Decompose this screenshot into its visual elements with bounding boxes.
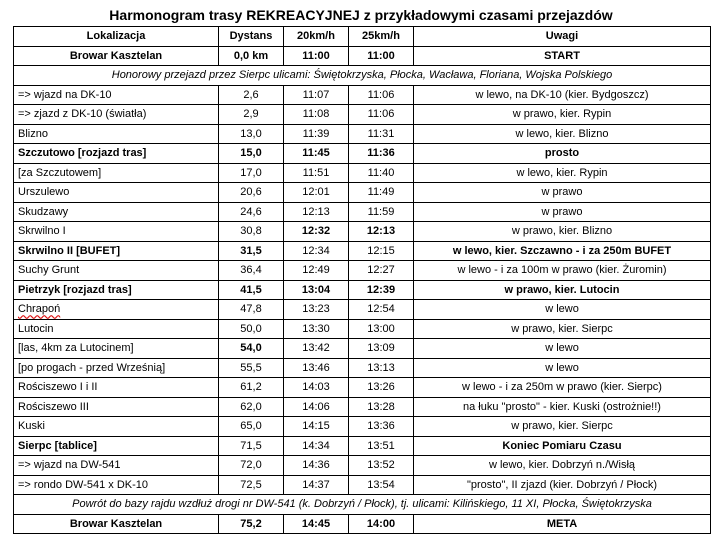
row-time-20: 13:30 (284, 319, 349, 339)
row-note: w prawo, kier. Lutocin (414, 280, 711, 300)
row-location: Skrwilno II [BUFET] (14, 241, 219, 261)
row-note: "prosto", II zjazd (kier. Dobrzyń / Płock) (414, 475, 711, 495)
row-distance: 2,9 (219, 105, 284, 125)
row-time-25: 12:13 (349, 222, 414, 242)
row-location: Suchy Grunt (14, 261, 219, 281)
row-distance: 2,6 (219, 85, 284, 105)
row-distance: 36,4 (219, 261, 284, 281)
finish-time-20: 14:45 (284, 514, 349, 534)
row-note: w lewo - i za 250m w prawo (kier. Sierpc) (414, 378, 711, 398)
finish-note: META (414, 514, 711, 534)
table-row (14, 436, 711, 456)
table-row (14, 475, 711, 495)
row-note: w prawo, kier. Rypin (414, 105, 711, 125)
row-location: Blizno (14, 124, 219, 144)
row-time-25: 11:36 (349, 144, 414, 164)
header-uwagi: Uwagi (414, 27, 711, 47)
row-note: w lewo (414, 339, 711, 359)
row-location: Sierpc [tablice] (14, 436, 219, 456)
row-time-20: 11:08 (284, 105, 349, 125)
row-note: w lewo - i za 100m w prawo (kier. Żuromin) (414, 261, 711, 281)
start-time-25: 11:00 (349, 46, 414, 66)
row-location: Szczutowo [rozjazd tras] (14, 144, 219, 164)
start-distance: 0,0 km (219, 46, 284, 66)
row-time-25: 13:52 (349, 456, 414, 476)
row-distance: 24,6 (219, 202, 284, 222)
row-time-25: 11:40 (349, 163, 414, 183)
finish-distance: 75,2 (219, 514, 284, 534)
row-distance: 30,8 (219, 222, 284, 242)
row-distance: 31,5 (219, 241, 284, 261)
row-time-25: 13:09 (349, 339, 414, 359)
header-lokalizacja: Lokalizacja (14, 27, 219, 47)
table-row (14, 163, 711, 183)
row-note: w lewo, kier. Szczawno - i za 250m BUFET (414, 241, 711, 261)
row-time-20: 11:51 (284, 163, 349, 183)
row-time-25: 11:59 (349, 202, 414, 222)
start-time-20: 11:00 (284, 46, 349, 66)
row-distance: 62,0 (219, 397, 284, 417)
row-location: [po progach - przed Wrześnią] (14, 358, 219, 378)
row-time-25: 12:39 (349, 280, 414, 300)
row-time-25: 13:54 (349, 475, 414, 495)
row-distance: 20,6 (219, 183, 284, 203)
row-note: w lewo, kier. Dobrzyń n./Wisłą (414, 456, 711, 476)
row-time-25: 13:00 (349, 319, 414, 339)
start-note: START (414, 46, 711, 66)
row-time-20: 13:46 (284, 358, 349, 378)
finish-row (14, 514, 711, 534)
row-location: => wjazd na DK-10 (14, 85, 219, 105)
row-time-20: 14:03 (284, 378, 349, 398)
row-distance: 13,0 (219, 124, 284, 144)
row-distance: 55,5 (219, 358, 284, 378)
row-time-20: 12:13 (284, 202, 349, 222)
row-time-20: 13:23 (284, 300, 349, 320)
header-20kmh: 20km/h (284, 27, 349, 47)
row-distance: 65,0 (219, 417, 284, 437)
row-time-20: 14:34 (284, 436, 349, 456)
note-return-to-base: Powrót do bazy rajdu wzdłuż drogi nr DW-541 (k. Dobrzyń / Płock), tj. ulicami: Kilińskiego, 11 XI, Płocka, Świętokrzyska (14, 495, 711, 515)
row-time-25: 12:27 (349, 261, 414, 281)
row-location: => wjazd na DW-541 (14, 456, 219, 476)
row-time-25: 12:15 (349, 241, 414, 261)
row-note: w lewo (414, 358, 711, 378)
row-note: w prawo (414, 183, 711, 203)
row-location (14, 300, 219, 320)
row-distance: 72,5 (219, 475, 284, 495)
table-row (14, 105, 711, 125)
row-time-20: 11:07 (284, 85, 349, 105)
row-time-20: 14:37 (284, 475, 349, 495)
row-location: Rościszewo III (14, 397, 219, 417)
row-distance: 72,0 (219, 456, 284, 476)
table-row (14, 417, 711, 437)
row-distance: 50,0 (219, 319, 284, 339)
table-row (14, 144, 711, 164)
table-row (14, 202, 711, 222)
table-row (14, 183, 711, 203)
row-note: w lewo, na DK-10 (kier. Bydgoszcz) (414, 85, 711, 105)
row-distance: 15,0 (219, 144, 284, 164)
table-row (14, 456, 711, 476)
row-time-20: 11:45 (284, 144, 349, 164)
row-time-25: 11:06 (349, 85, 414, 105)
row-location: Kuski (14, 417, 219, 437)
row-location: Rościszewo I i II (14, 378, 219, 398)
row-time-20: 12:32 (284, 222, 349, 242)
row-note: w lewo (414, 300, 711, 320)
row-time-25: 11:31 (349, 124, 414, 144)
row-location: Pietrzyk [rozjazd tras] (14, 280, 219, 300)
row-location: => rondo DW-541 x DK-10 (14, 475, 219, 495)
start-row (14, 46, 711, 66)
row-time-25: 13:13 (349, 358, 414, 378)
row-distance: 17,0 (219, 163, 284, 183)
row-location: => zjazd z DK-10 (światła) (14, 105, 219, 125)
row-location: [las, 4km za Lutocinem] (14, 339, 219, 359)
row-distance: 54,0 (219, 339, 284, 359)
row-note: na łuku "prosto" - kier. Kuski (ostrożnie!!) (414, 397, 711, 417)
row-location: Skudzawy (14, 202, 219, 222)
finish-time-25: 14:00 (349, 514, 414, 534)
row-time-20: 14:15 (284, 417, 349, 437)
page-title: Harmonogram trasy REKREACYJNEJ z przykładowymi czasami przejazdów (109, 7, 613, 23)
row-note: prosto (414, 144, 711, 164)
start-location: Browar Kasztelan (14, 46, 219, 66)
note-honorary-ride: Honorowy przejazd przez Sierpc ulicami: Świętokrzyska, Płocka, Wacława, Floriana, Wojska Polskiego (14, 66, 711, 86)
row-note: w prawo, kier. Blizno (414, 222, 711, 242)
row-time-20: 14:36 (284, 456, 349, 476)
table-row (14, 280, 711, 300)
row-location: [za Szczutowem] (14, 163, 219, 183)
header-25kmh: 25km/h (349, 27, 414, 47)
table-row (14, 222, 711, 242)
row-time-25: 13:51 (349, 436, 414, 456)
table-row (14, 339, 711, 359)
header-row (14, 27, 711, 47)
row-note: w prawo (414, 202, 711, 222)
row-time-20: 13:42 (284, 339, 349, 359)
note-row-start (14, 66, 711, 86)
row-time-20: 13:04 (284, 280, 349, 300)
table-row (14, 319, 711, 339)
row-time-25: 13:28 (349, 397, 414, 417)
row-distance: 47,8 (219, 300, 284, 320)
table-row (14, 300, 711, 320)
table-row (14, 124, 711, 144)
table-row (14, 261, 711, 281)
table-row (14, 397, 711, 417)
row-distance: 41,5 (219, 280, 284, 300)
header-dystans: Dystans (219, 27, 284, 47)
row-note: w lewo, kier. Rypin (414, 163, 711, 183)
row-location: Skrwilno I (14, 222, 219, 242)
table-row (14, 378, 711, 398)
row-distance: 71,5 (219, 436, 284, 456)
row-time-20: 12:49 (284, 261, 349, 281)
row-distance: 61,2 (219, 378, 284, 398)
row-time-25: 13:36 (349, 417, 414, 437)
row-time-20: 12:01 (284, 183, 349, 203)
table-row (14, 358, 711, 378)
row-time-25: 11:06 (349, 105, 414, 125)
row-note: w prawo, kier. Sierpc (414, 319, 711, 339)
row-time-25: 11:49 (349, 183, 414, 203)
row-location: Lutocin (14, 319, 219, 339)
table-row (14, 85, 711, 105)
table-row (14, 241, 711, 261)
finish-location: Browar Kasztelan (14, 514, 219, 534)
row-note: Koniec Pomiaru Czasu (414, 436, 711, 456)
row-time-25: 12:54 (349, 300, 414, 320)
row-note: w lewo, kier. Blizno (414, 124, 711, 144)
row-time-25: 13:26 (349, 378, 414, 398)
row-note: w prawo, kier. Sierpc (414, 417, 711, 437)
row-location: Urszulewo (14, 183, 219, 203)
schedule-table (13, 26, 711, 534)
row-time-20: 12:34 (284, 241, 349, 261)
note-row-end (14, 495, 711, 515)
row-time-20: 14:06 (284, 397, 349, 417)
row-location-text: Chrapoń (18, 303, 61, 316)
row-time-20: 11:39 (284, 124, 349, 144)
